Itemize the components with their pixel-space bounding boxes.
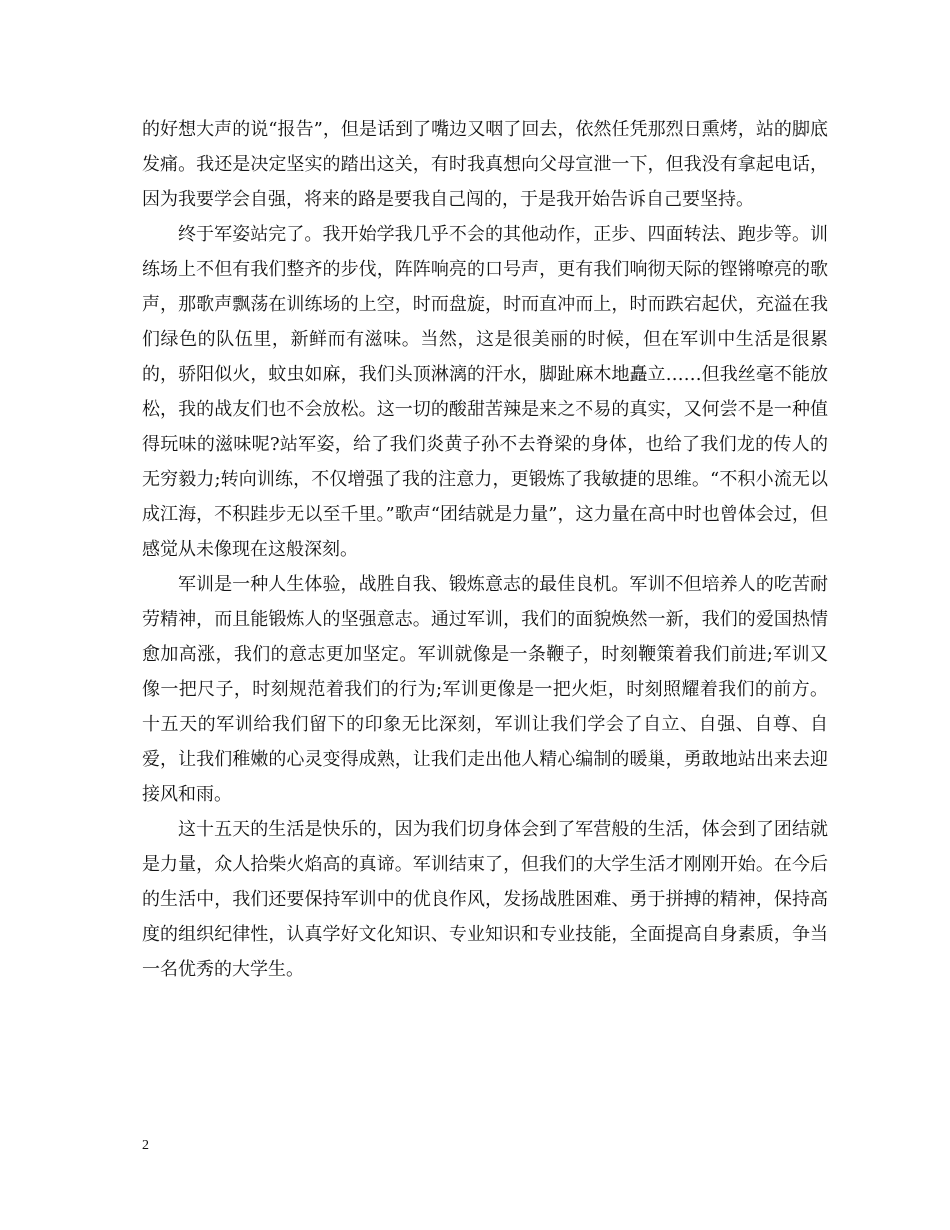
- document-body: [142, 112, 828, 987]
- page-number: 2: [142, 1138, 149, 1153]
- paragraph-drill-training: 终于军姿站完了。我开始学我几乎不会的其他动作，正步、四面转法、跑步等。训练场上不但有我们整齐的步伐，阵阵响亮的口号声，更有我们响彻天际的铿锵嘹亮的歌声，那歌声飘荡在训练场的上空，时而盘旋，时而直冲而上，时而跌宕起伏，充溢在我们绿色的队伍里，新鲜而有滋味。当然，这是很美丽的时候，但在军训中生活是很累的，骄阳似火，蚊虫如麻，我们头顶淋漓的汗水，脚趾麻木地矗立……但我丝毫不能放松，我的战友们也不会放松。这一切的酸甜苦辣是来之不易的真实，又何尝不是一种值得玩味的滋味呢?站军姿，给了我们炎黄子孙不去脊梁的身体，也给了我们龙的传人的无穷毅力;转向训练，不仅增强了我的注意力，更锻炼了我敏捷的思维。“不积小流无以成江海，不积跬步无以至千里。”歌声“团结就是力量”，这力量在高中时也曾体会过，但感觉从未像现在这般深刻。: [142, 224, 828, 560]
- paragraph-continued: 的好想大声的说“报告”，但是话到了嘴边又咽了回去，依然任凭那烈日熏烤，站的脚底发痛。我还是决定坚实的踏出这关，有时我真想向父母宣泄一下，但我没有拿起电话，因为我要学会自强，将来的路是要我自己闯的，于是我开始告诉自己要坚持。: [142, 119, 828, 210]
- paragraph-conclusion: 这十五天的生活是快乐的，因为我们切身体会到了军营般的生活，体会到了团结就是力量，众人拾柴火焰高的真谛。军训结束了，但我们的大学生活才刚刚开始。在今后的生活中，我们还要保持军训中的优良作风，发扬战胜困难、勇于拼搏的精神，保持高度的组织纪律性，认真学好文化知识、专业知识和专业技能，全面提高自身素质，争当一名优秀的大学生。: [142, 819, 828, 980]
- paragraph-life-experience: 军训是一种人生体验，战胜自我、锻炼意志的最佳良机。军训不但培养人的吃苦耐劳精神，而且能锻炼人的坚强意志。通过军训，我们的面貌焕然一新，我们的爱国热情愈加高涨，我们的意志更加坚定。军训就像是一条鞭子，时刻鞭策着我们前进;军训又像一把尺子，时刻规范着我们的行为;军训更像是一把火炬，时刻照耀着我们的前方。十五天的军训给我们留下的印象无比深刻，军训让我们学会了自立、自强、自尊、自爱，让我们稚嫩的心灵变得成熟，让我们走出他人精心编制的暖巢，勇敢地站出来去迎接风和雨。: [142, 574, 828, 805]
